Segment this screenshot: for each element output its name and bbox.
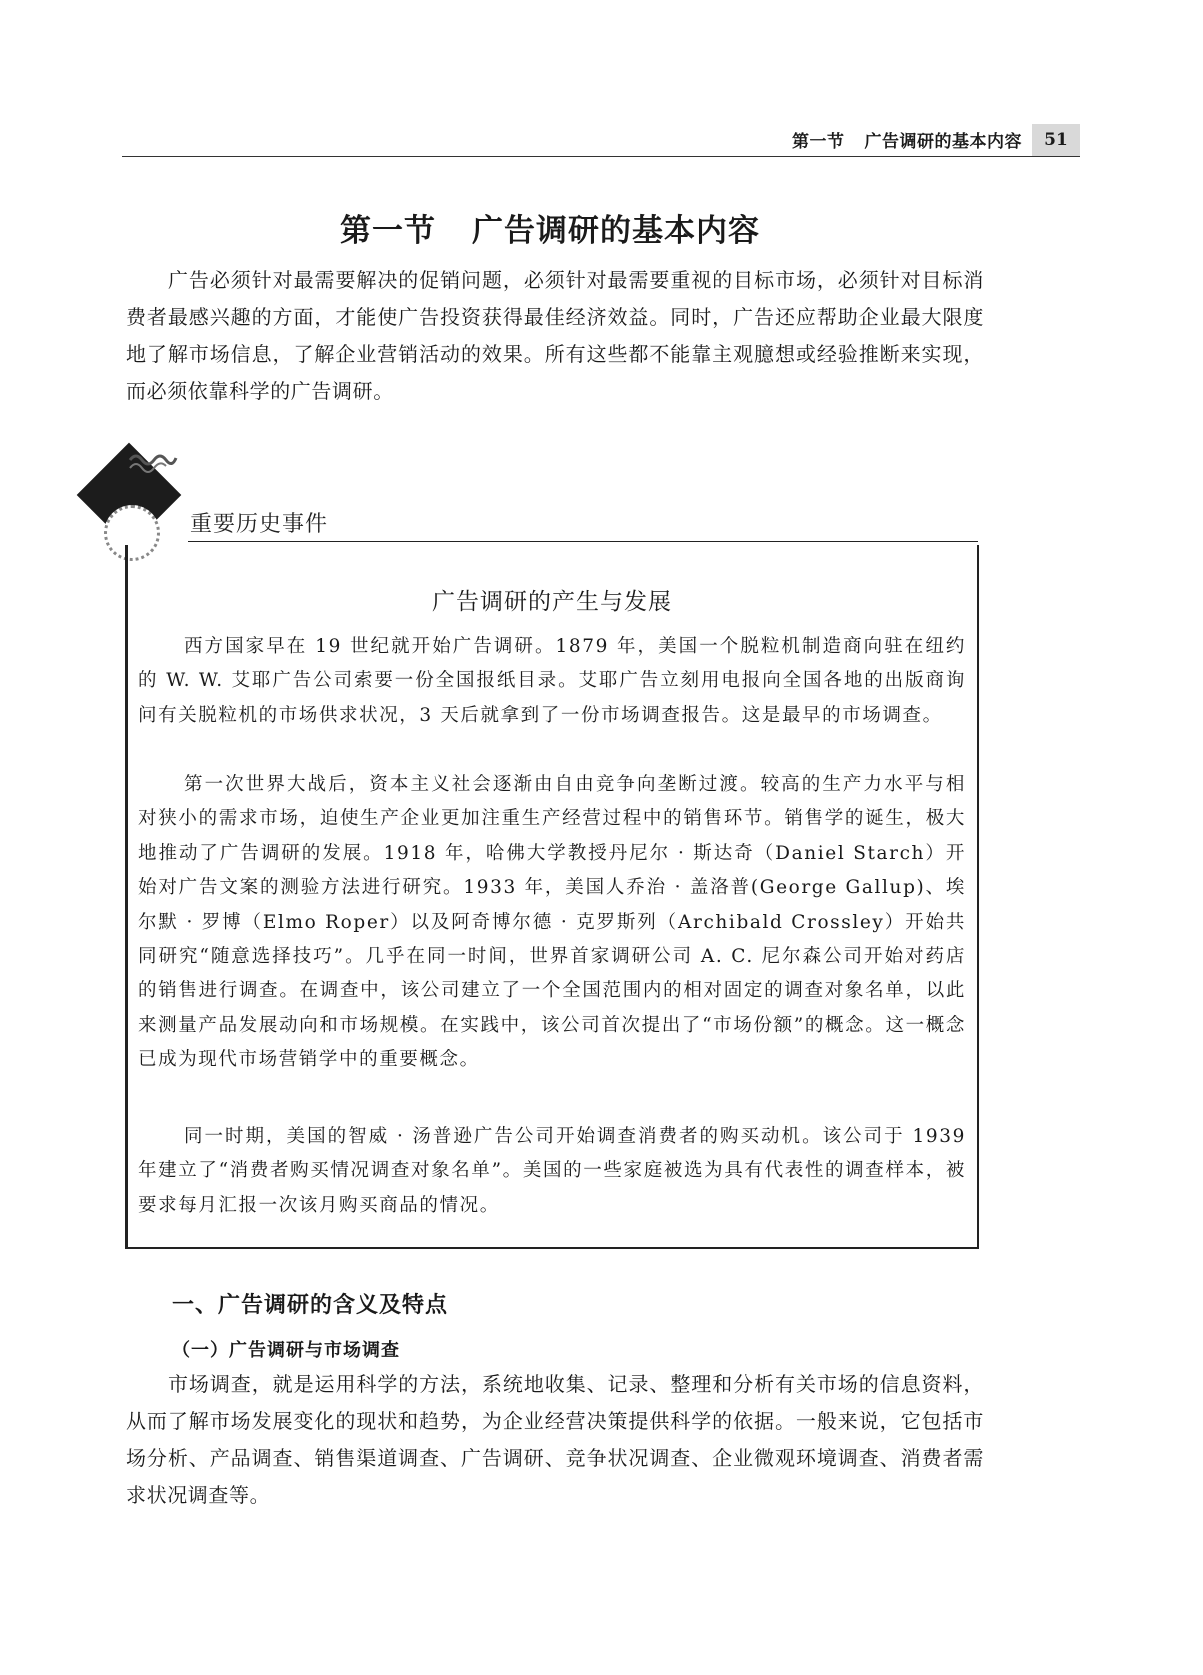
heading-3: （一）广告调研与市场调查	[172, 1340, 400, 1361]
section-number: 第一节	[340, 213, 436, 249]
running-header	[122, 124, 1080, 157]
section-title	[0, 205, 1100, 250]
history-paragraph-3: 同一时期，美国的智威 · 汤普逊广告公司开始调查消费者的购买动机。该公司于 1939 年建立了“消费者购买情况调查对象名单”。美国的一些家庭被选为具有代表性的调查样本，被要求每月汇报一次该月购买商品的情况。	[138, 1126, 966, 1216]
intro-paragraph: 广告必须针对最需要解决的促销问题，必须针对最需要重视的目标市场，必须针对目标消费者最感兴趣的方面，才能使广告投资获得最佳经济效益。同时，广告还应帮助企业最大限度地了解市场信息，了解企业营销活动的效果。所有这些都不能靠主观臆想或经验推断来实现，而必须依靠科学的广告调研。	[126, 268, 984, 403]
history-paragraph-1: 西方国家早在 19 世纪就开始广告调研。1879 年，美国一个脱粒机制造商向驻在纽约的 W. W. 艾耶广告公司索要一份全国报纸目录。艾耶广告立刻用电报向全国各地的出版商询问有关脱粒机的市场供求状况，3 天后就拿到了一份市场调查报告。这是最早的市场调查。	[138, 636, 966, 726]
history-box-title: 广告调研的产生与发展	[432, 589, 672, 615]
page-number: 51	[1032, 124, 1080, 156]
box-label-rule	[188, 541, 978, 542]
section-title-text: 广告调研的基本内容	[472, 213, 760, 249]
body-paragraph: 市场调查，就是运用科学的方法，系统地收集、记录、整理和分析有关市场的信息资料，从而了解市场发展变化的现状和趋势，为企业经营决策提供科学的依据。一般来说，它包括市场分析、产品调查、销售渠道调查、广告调研、竞争状况调查、企业微观环境调查、消费者需求状况调查等。	[126, 1372, 984, 1507]
history-paragraph-2: 第一次世界大战后，资本主义社会逐渐由自由竞争向垄断过渡。较高的生产力水平与相对狭小的需求市场，迫使生产企业更加注重生产经营过程中的销售环节。销售学的诞生，极大地推动了广告调研的发展。1918 年，哈佛大学教授丹尼尔 · 斯达奇（Daniel Starch）开始对广告文案的测验方法进行研究。1933 年，美国人乔治 · 盖洛普(George Gallup)、埃尔默 · 罗博（Elmo Roper）以及阿奇博尔德 · 克罗斯列（Archibald Crossley）开始共同研究“随意选择技巧”。几乎在同一时间，世界首家调研公司 A. C. 尼尔森公司开始对药店的销售进行调查。在调查中，该公司建立了一个全国范围内的相对固定的调查对象名单，以此来测量产品发展动向和市场规模。在实践中，该公司首次提出了“市场份额”的概念。这一概念已成为现代市场营销学中的重要概念。	[138, 774, 966, 1071]
heading-2: 一、广告调研的含义及特点	[172, 1293, 449, 1318]
running-header-text: 广告调研的基本内容	[864, 132, 1022, 152]
box-label: 重要历史事件	[190, 512, 329, 537]
running-header-title	[792, 127, 1022, 152]
ribbon-icon	[128, 450, 178, 480]
running-header-section: 第一节	[792, 132, 845, 152]
